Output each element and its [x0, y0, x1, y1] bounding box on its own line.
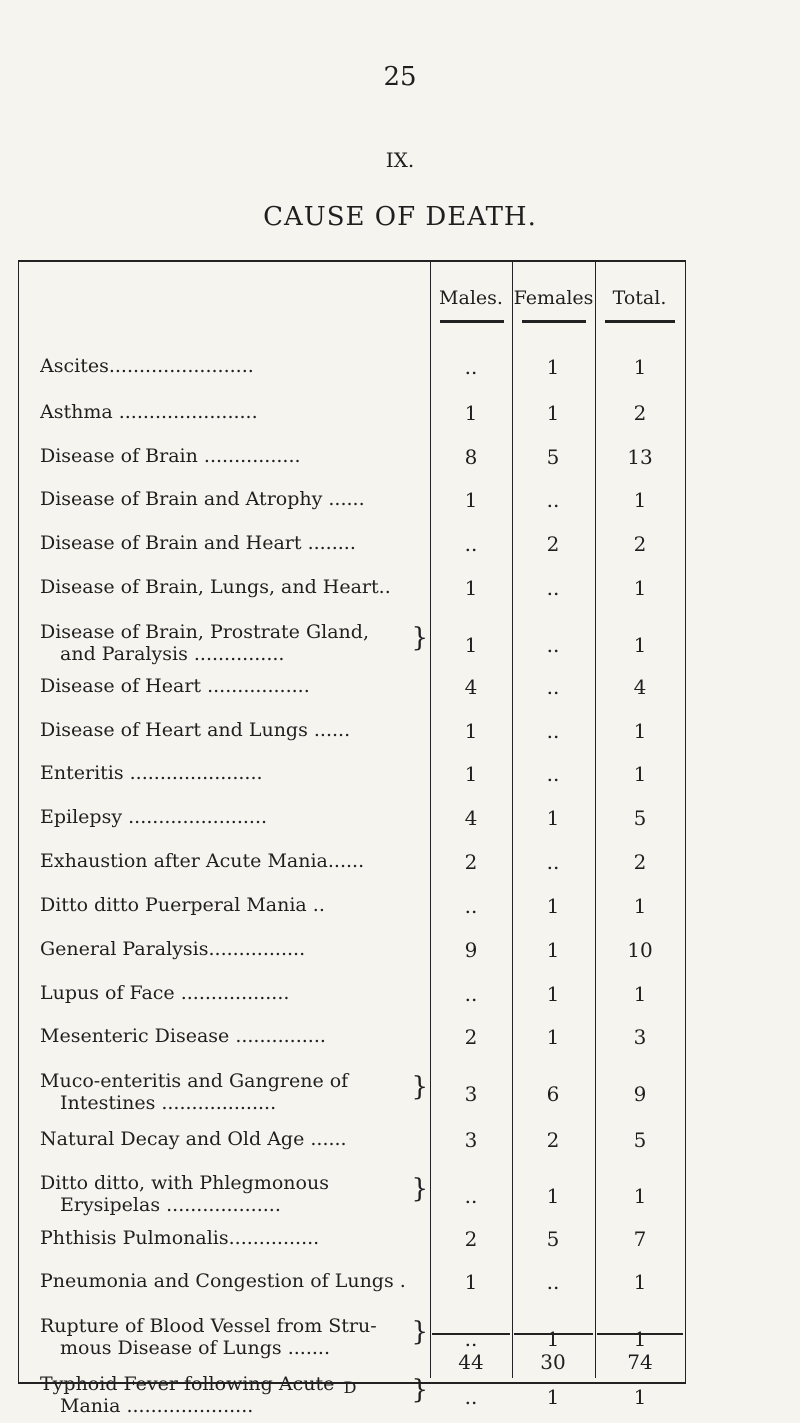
footer-signature: D [343, 1378, 357, 1397]
table-row [40, 1270, 680, 1320]
cause-label-line: mous Disease of Lungs ....... [60, 1337, 330, 1359]
cause-label [40, 762, 430, 784]
column-header-total: Total. [612, 287, 667, 309]
cell-females: 1 [546, 401, 560, 425]
cell-total: 1 [633, 1327, 647, 1351]
brace-icon: } [411, 1317, 428, 1347]
cell-males: 1 [464, 576, 478, 600]
cause-label [40, 355, 430, 377]
cell-females: .. [546, 576, 560, 600]
cell-females: 2 [546, 1128, 560, 1152]
cell-males: 1 [464, 762, 478, 786]
cell-males: 3 [464, 1082, 478, 1106]
cell-females: 6 [546, 1082, 560, 1106]
cause-label-line: Disease of Brain, Prostrate Gland, [40, 621, 369, 643]
column-header-females: Females [513, 287, 594, 309]
cell-males: 2 [464, 1025, 478, 1049]
table-row [40, 850, 680, 900]
cell-total: 1 [633, 1184, 647, 1208]
cause-label-line: Disease of Brain and Atrophy ...... [40, 488, 365, 510]
cause-label-line: Typhoid Fever following Acute [40, 1373, 335, 1395]
table-row [40, 488, 680, 538]
cell-total: 5 [633, 806, 647, 830]
cell-females: 5 [546, 1227, 560, 1251]
table-row [40, 401, 680, 451]
cell-total: 1 [633, 719, 647, 743]
cell-total: 3 [633, 1025, 647, 1049]
cause-label [40, 1227, 430, 1249]
cell-males: .. [464, 982, 478, 1006]
table-row [40, 762, 680, 812]
cell-females: 1 [546, 1184, 560, 1208]
cell-females: 2 [546, 532, 560, 556]
cell-total: 1 [633, 894, 647, 918]
cell-total: 13 [627, 445, 653, 469]
cell-males: 3 [464, 1128, 478, 1152]
cell-total: 1 [633, 633, 647, 657]
cause-label [40, 1070, 430, 1114]
total-all: 74 [627, 1350, 653, 1374]
brace-icon: } [411, 1375, 428, 1405]
cell-females: 1 [546, 1385, 560, 1409]
cause-label-line: and Paralysis ............... [60, 643, 285, 665]
cause-label [40, 675, 430, 697]
cell-total: 1 [633, 1385, 647, 1409]
cause-label-line: Pneumonia and Congestion of Lungs . [40, 1270, 406, 1292]
cause-label-line: Mesenteric Disease ............... [40, 1025, 326, 1047]
cause-label [40, 1025, 430, 1047]
cell-total: 9 [633, 1082, 647, 1106]
totals-rule-total [597, 1333, 683, 1335]
cell-males: 2 [464, 850, 478, 874]
table-row [40, 1025, 680, 1075]
cause-label [40, 445, 430, 467]
cell-males: 4 [464, 675, 478, 699]
cell-males: 1 [464, 719, 478, 743]
cause-label [40, 621, 430, 665]
cell-males: .. [464, 532, 478, 556]
cause-label-line: Intestines ................... [60, 1092, 277, 1114]
totals-rule-females [514, 1333, 593, 1335]
cause-label-line: Natural Decay and Old Age ...... [40, 1128, 347, 1150]
cell-males: 2 [464, 1227, 478, 1251]
cause-label-line: Asthma ....................... [40, 401, 258, 423]
cell-females: 5 [546, 445, 560, 469]
header-rule-total [605, 320, 675, 323]
cell-males: 1 [464, 401, 478, 425]
cell-females: .. [546, 850, 560, 874]
cell-total: 1 [633, 762, 647, 786]
cell-total: 2 [633, 850, 647, 874]
cell-females: .. [546, 488, 560, 512]
cell-females: 1 [546, 894, 560, 918]
cell-total: 1 [633, 355, 647, 379]
cause-label-line: Ditto ditto Puerperal Mania .. [40, 894, 325, 916]
cause-label-line: Ascites........................ [40, 355, 254, 377]
table-row [40, 894, 680, 944]
cause-label-line: Mania ..................... [60, 1395, 254, 1417]
cause-label [40, 1128, 430, 1150]
cell-males: 1 [464, 633, 478, 657]
cause-label [40, 982, 430, 1004]
cell-females: .. [546, 633, 560, 657]
page-title: CAUSE OF DEATH. [263, 202, 537, 232]
cell-total: 5 [633, 1128, 647, 1152]
table-row [40, 1128, 680, 1178]
cell-males: 8 [464, 445, 478, 469]
cell-males: 9 [464, 938, 478, 962]
cell-females: .. [546, 1270, 560, 1294]
cause-label-line: General Paralysis................ [40, 938, 306, 960]
header-rule-females [522, 320, 586, 323]
cell-females: 1 [546, 806, 560, 830]
header-rule-males [440, 320, 504, 323]
cause-label-line: Disease of Heart and Lungs ...... [40, 719, 351, 741]
cause-label-line: Disease of Brain and Heart ........ [40, 532, 356, 554]
cell-males: 4 [464, 806, 478, 830]
cell-females: .. [546, 719, 560, 743]
cell-total: 1 [633, 488, 647, 512]
cell-females: 1 [546, 938, 560, 962]
cell-total: 10 [627, 938, 653, 962]
cause-label-line: Erysipelas ................... [60, 1194, 281, 1216]
cell-males: .. [464, 894, 478, 918]
cell-total: 4 [633, 675, 647, 699]
brace-icon: } [411, 623, 428, 653]
cell-total: 1 [633, 1270, 647, 1294]
cell-females: .. [546, 675, 560, 699]
cause-label-line: Disease of Brain ................ [40, 445, 301, 467]
table-row [40, 1172, 680, 1222]
cell-females: 1 [546, 355, 560, 379]
table-row [40, 1070, 680, 1120]
cause-label [40, 576, 430, 598]
cause-label-line: Disease of Heart ................. [40, 675, 310, 697]
cause-label [40, 1315, 430, 1359]
cell-males: .. [464, 1184, 478, 1208]
cause-label-line: Ditto ditto, with Phlegmonous [40, 1172, 329, 1194]
cause-label [40, 1270, 430, 1292]
column-header-males: Males. [439, 287, 503, 309]
cause-label [40, 401, 430, 423]
cell-males: 1 [464, 1270, 478, 1294]
cause-label [40, 488, 430, 510]
cause-label-line: Enteritis ...................... [40, 762, 263, 784]
cause-label [40, 894, 430, 916]
cell-total: 2 [633, 532, 647, 556]
cell-males: .. [464, 1327, 478, 1351]
totals-rule-males [432, 1333, 510, 1335]
page-number: 25 [383, 62, 417, 92]
cell-females: 1 [546, 982, 560, 1006]
cause-label-line: Disease of Brain, Lungs, and Heart.. [40, 576, 391, 598]
cause-label-line: Rupture of Blood Vessel from Stru- [40, 1315, 377, 1337]
total-males: 44 [458, 1350, 484, 1374]
cell-total: 7 [633, 1227, 647, 1251]
brace-icon: } [411, 1174, 428, 1204]
cause-label-line: Lupus of Face .................. [40, 982, 290, 1004]
cause-label [40, 850, 430, 872]
cause-label-line: Muco-enteritis and Gangrene of [40, 1070, 349, 1092]
cell-males: .. [464, 1385, 478, 1409]
cell-males: 1 [464, 488, 478, 512]
cause-label [40, 719, 430, 741]
table-row [40, 938, 680, 988]
cause-label-line: Phthisis Pulmonalis............... [40, 1227, 320, 1249]
table-row [40, 621, 680, 671]
cell-total: 1 [633, 576, 647, 600]
table-row [40, 675, 680, 725]
cause-label [40, 1172, 430, 1216]
total-females: 30 [540, 1350, 566, 1374]
section-number: IX. [385, 148, 415, 172]
cell-total: 2 [633, 401, 647, 425]
table-row [40, 355, 680, 405]
table-row [40, 576, 680, 626]
cause-label-line: Exhaustion after Acute Mania...... [40, 850, 365, 872]
cause-label [40, 938, 430, 960]
cell-total: 1 [633, 982, 647, 1006]
cell-females: .. [546, 762, 560, 786]
table-row [40, 806, 680, 856]
cell-males: .. [464, 355, 478, 379]
cause-label [40, 806, 430, 828]
cause-label-line: Epilepsy ....................... [40, 806, 268, 828]
brace-icon: } [411, 1072, 428, 1102]
table-row [40, 532, 680, 582]
cell-females: 1 [546, 1025, 560, 1049]
cell-females: 1 [546, 1327, 560, 1351]
cause-label [40, 532, 430, 554]
